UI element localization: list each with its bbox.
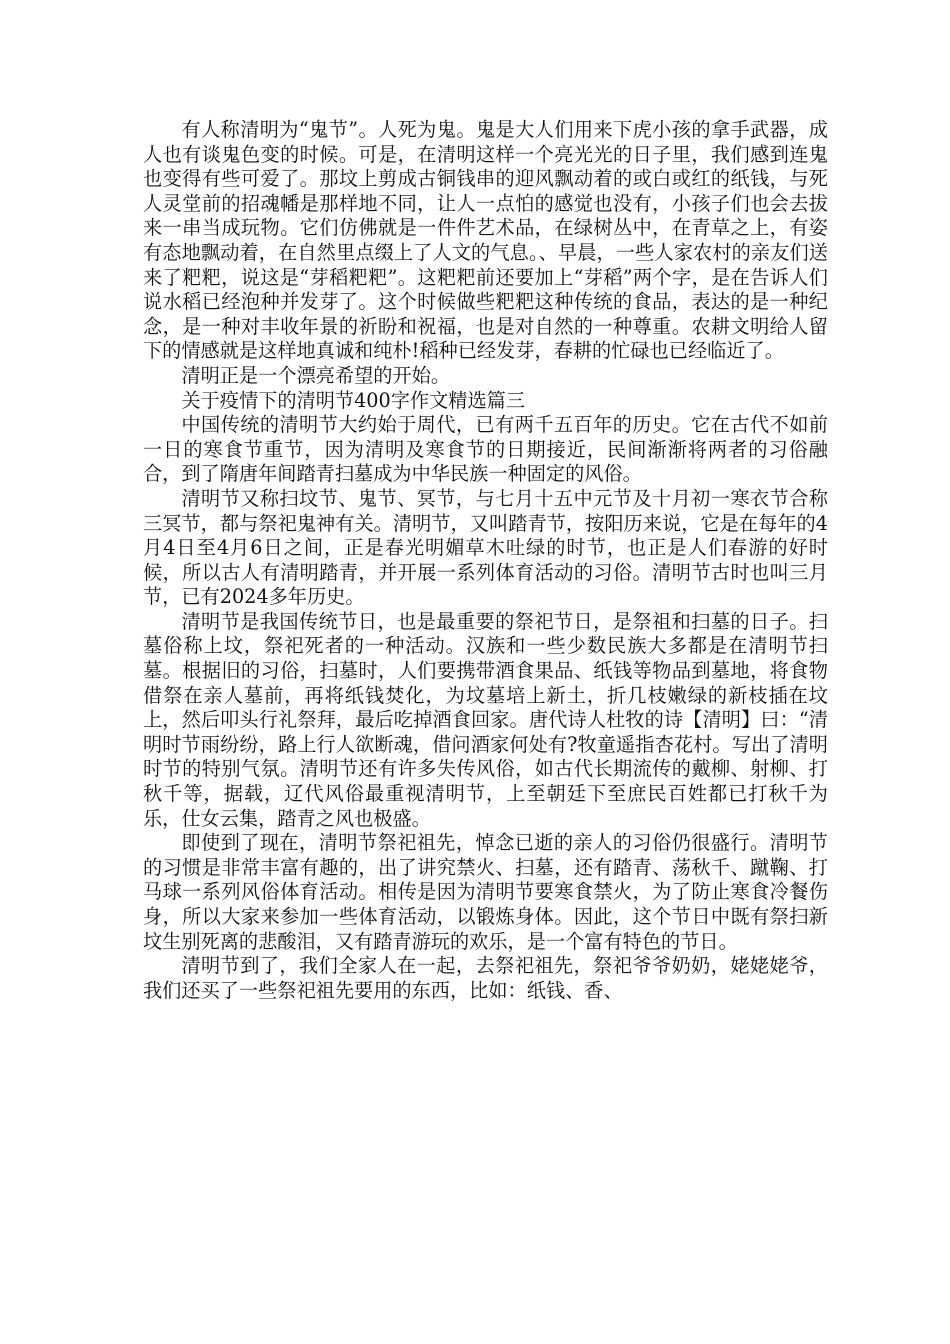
paragraph-family: 清明节到了，我们全家人在一起，去祭祀祖先，祭祀爷爷奶奶，姥姥姥爷，我们还买了一些祭祀祖先要用的东西，比如：纸钱、香、 xyxy=(143,954,828,1002)
paragraph-origin: 中国传统的清明节大约始于周代，已有两千五百年的历史。它在古代不如前一日的寒食节重节，因为清明及寒食节的日期接近，民间渐渐将两者的习俗融合，到了隋唐年间踏青扫墓成为中华民族一种固定的风俗。 xyxy=(143,413,828,486)
paragraph-ghost-festival: 有人称清明为“鬼节”。人死为鬼。鬼是大人们用来下虎小孩的拿手武器，成人也有谈鬼色变的时候。可是，在清明这样一个亮光光的日子里，我们感到连鬼也变得有些可爱了。那坟上剪成古铜钱串的迎风飘动着的或白或红的纸钱，与死人灵堂前的招魂幡是那样地不同，让人一点怕的感觉也没有，小孩子们也会去拔来一串当成玩物。它们仿佛就是一件件艺术品，在绿树丛中，在青草之上，有姿有态地飘动着，在自然里点缀上了人文的气息。、早晨，一些人家农村的亲友们送来了粑粑，说这是“芽稻粑粑”。这粑粑前还要加上“芽稻”两个字，是在告诉人们说水稻已经泡种并发芽了。这个时候做些粑粑这种传统的食品，表达的是一种纪念，是一种对丰收年景的祈盼和祝福，也是对自然的一种尊重。农耕文明给人留下的情感就是这样地真诚和纯朴!稻种已经发芽，春耕的忙碌也已经临近了。 xyxy=(143,118,828,363)
paragraph-customs: 即使到了现在，清明节祭祀祖先，悼念已逝的亲人的习俗仍很盛行。清明节的习惯是非常丰富有趣的，出了讲究禁火、扫墓，还有踏青、荡秋千、蹴鞠、打马球一系列风俗体育活动。相传是因为清明节要寒食禁火，为了防止寒食冷餐伤身，所以大家来参加一些体育活动，以锻炼身体。因此，这个节日中既有祭扫新坟生别死离的悲酸泪，又有踏青游玩的欢乐，是一个富有特色的节日。 xyxy=(143,831,828,953)
paragraph-names: 清明节又称扫坟节、鬼节、冥节，与七月十五中元节及十月初一寒衣节合称三冥节，都与祭祀鬼神有关。清明节，又叫踏青节，按阳历来说，它是在每年的4月4日至4月6日之间，正是春光明媚草木吐绿的时节，也正是人们春游的好时候，所以古人有清明踏青，并开展一系列体育活动的习俗。清明节古时也叫三月节，已有2024多年历史。 xyxy=(143,486,828,609)
section-title: 关于疫情下的清明节400字作文精选篇三 xyxy=(181,388,526,412)
paragraph-tomb-sweeping: 清明节是我国传统节日，也是最重要的祭祀节日，是祭祖和扫墓的日子。扫墓俗称上坟，祭祀死者的一种活动。汉族和一些少数民族大多都是在清明节扫墓。根据旧的习俗，扫墓时，人们要携带酒食果品、纸钱等物品到墓地，将食物借祭在亲人墓前，再将纸钱焚化，为坟墓培上新土，折几枝嫩绿的新枝插在坟上，然后叩头行礼祭拜，最后吃掉酒食回家。唐代诗人杜牧的诗【清明】曰：“清明时节雨纷纷，路上行人欲断魂，借问酒家何处有?牧童遥指杏花村。写出了清明时节的特别气氛。清明节还有许多失传风俗，如古代长期流传的戴柳、射柳、打秋千等，据载，辽代风俗最重视清明节，上至朝廷下至庶民百姓都已打秋千为乐，仕女云集，踏青之风也极盛。 xyxy=(143,609,828,830)
paragraph-hope: 清明正是一个漂亮希望的开始。 xyxy=(181,363,451,387)
document-page xyxy=(143,118,828,1003)
